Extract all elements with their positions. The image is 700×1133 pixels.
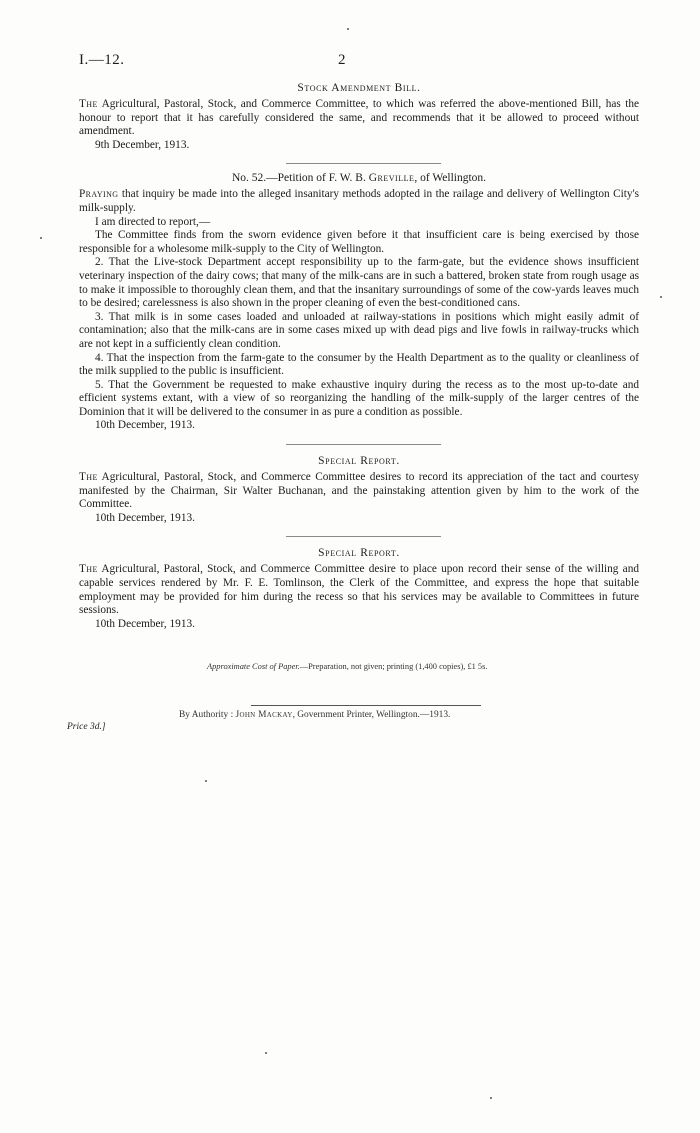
- page-number: 2: [338, 52, 346, 68]
- scan-speck: [40, 237, 42, 239]
- stock-bill-body: Agricultural, Pastoral, Stock, and Commerce Committee, to which was referred the above-mentioned Bill, has the honour to report that it has carefully considered the same, and recommends that it be allowed to proceed without amendment.: [79, 98, 639, 138]
- special-report-text: Agricultural, Pastoral, Stock, and Commerce Committee desire to place upon record their sense of the willing and capable services rendered by Mr. F. E. Tomlinson, the Clerk of the Committee, and express the hope that suitable employment may be provided for him during the recess so that his services may be available to Committees in future sessions.: [79, 563, 639, 617]
- petition-prayer-text: that inquiry be made into the alleged insanitary methods adopted in the railage and delivery of Wellington City's milk-supply.: [79, 188, 639, 214]
- stock-bill-date: 9th December, 1913.: [95, 138, 190, 151]
- cost-of-paper: [79, 661, 639, 672]
- footer-rule: [251, 705, 481, 706]
- petition-prayer: [79, 188, 639, 215]
- special-report-text: Agricultural, Pastoral, Stock, and Commerce Committee desires to record its appreciation of the tact and courtesy manifested by the Chairman, Sir Walter Buchanan, and the painstaking attention given by him to the work of the Committee.: [79, 471, 639, 511]
- stock-bill-report: [79, 98, 639, 139]
- scan-speck: [347, 28, 349, 30]
- scan-speck: [490, 1097, 492, 1099]
- document-id: I.—12.: [79, 52, 125, 68]
- petition-lead: Praying: [79, 188, 119, 201]
- page-header: [79, 52, 639, 72]
- petition-heading-prefix: No. 52.—Petition of F. W. B.: [231, 172, 369, 185]
- finding-paragraph: 4. That the inspection from the farm-gate to the consumer by the Health Department as to the quality or cleanliness of the milk supplied to the public is insufficient.: [79, 351, 639, 378]
- special-report-lead: The: [79, 471, 98, 484]
- special-report-heading: Special Report.: [318, 455, 400, 468]
- scan-speck: [265, 1052, 267, 1054]
- finding-paragraph: The Committee finds from the sworn evidence given before it that insufficient care is being exercised by those responsible for a wholesome milk-supply to the City of Wellington.: [79, 229, 639, 255]
- petitioner-name: Greville: [368, 172, 415, 185]
- special-report-lead: The: [79, 563, 98, 576]
- cost-text: —Preparation, not given; printing (1,400 copies), £1 5s.: [299, 662, 488, 672]
- petition-directed: I am directed to report,—: [95, 215, 211, 228]
- petition-heading-suffix: , of Wellington.: [414, 172, 487, 185]
- special-report-body: [79, 563, 639, 617]
- section-divider: [286, 163, 441, 164]
- section-divider: [286, 444, 441, 445]
- finding-paragraph: 2. That the Live-stock Department accept responsibility up to the farm-gate, but the evidence shows insufficient veterinary inspection of the dairy cows; that many of the milk-cans are in such a battered, broken state from rough usage as to make it impossible to thoroughly clean them, and that the insanitary surroundings of some of the cow-yards leaves much to be desired; carelessness is also shown in the proper cleaning of even the best-conditioned cans.: [79, 256, 639, 310]
- stock-bill-lead: The: [79, 98, 98, 110]
- cost-label: Approximate Cost of Paper.: [207, 662, 300, 672]
- stock-bill-heading: Stock Amendment Bill.: [297, 82, 421, 94]
- finding-paragraph: 3. That milk is in some cases loaded and unloaded at railway-stations in positions which might easily admit of contamination; also that the milk-cans are in some cases mixed up with dead pigs and live fowls in railway-trucks which are not kept in a sufficiently clean condition.: [79, 310, 639, 350]
- special-report-body: [79, 471, 639, 512]
- special-report-date: 10th December, 1913.: [95, 617, 195, 630]
- petition-date: 10th December, 1913.: [95, 419, 195, 432]
- petition-heading: [79, 172, 639, 184]
- authority-prefix: By Authority :: [179, 710, 236, 721]
- section-divider: [286, 536, 441, 537]
- price-label: Price 3d.]: [67, 722, 106, 733]
- scan-speck: [660, 296, 662, 298]
- special-report-date: 10th December, 1913.: [95, 511, 195, 524]
- special-report-heading: Special Report.: [318, 547, 400, 560]
- finding-paragraph: 5. That the Government be requested to make exhaustive inquiry during the recess as to the most up-to-date and efficient systems extant, with a view of so reorganizing the handling of the milk-supply of the larger centres of the Dominion that it will be delivered to the consumer in as pure a condition as possible.: [79, 378, 639, 418]
- authority-suffix: , Government Printer, Wellington.—1913.: [292, 710, 451, 721]
- printer-authority: [179, 710, 639, 720]
- scan-speck: [205, 780, 207, 782]
- printer-name: John Mackay: [235, 710, 293, 721]
- document-page: [67, 52, 639, 733]
